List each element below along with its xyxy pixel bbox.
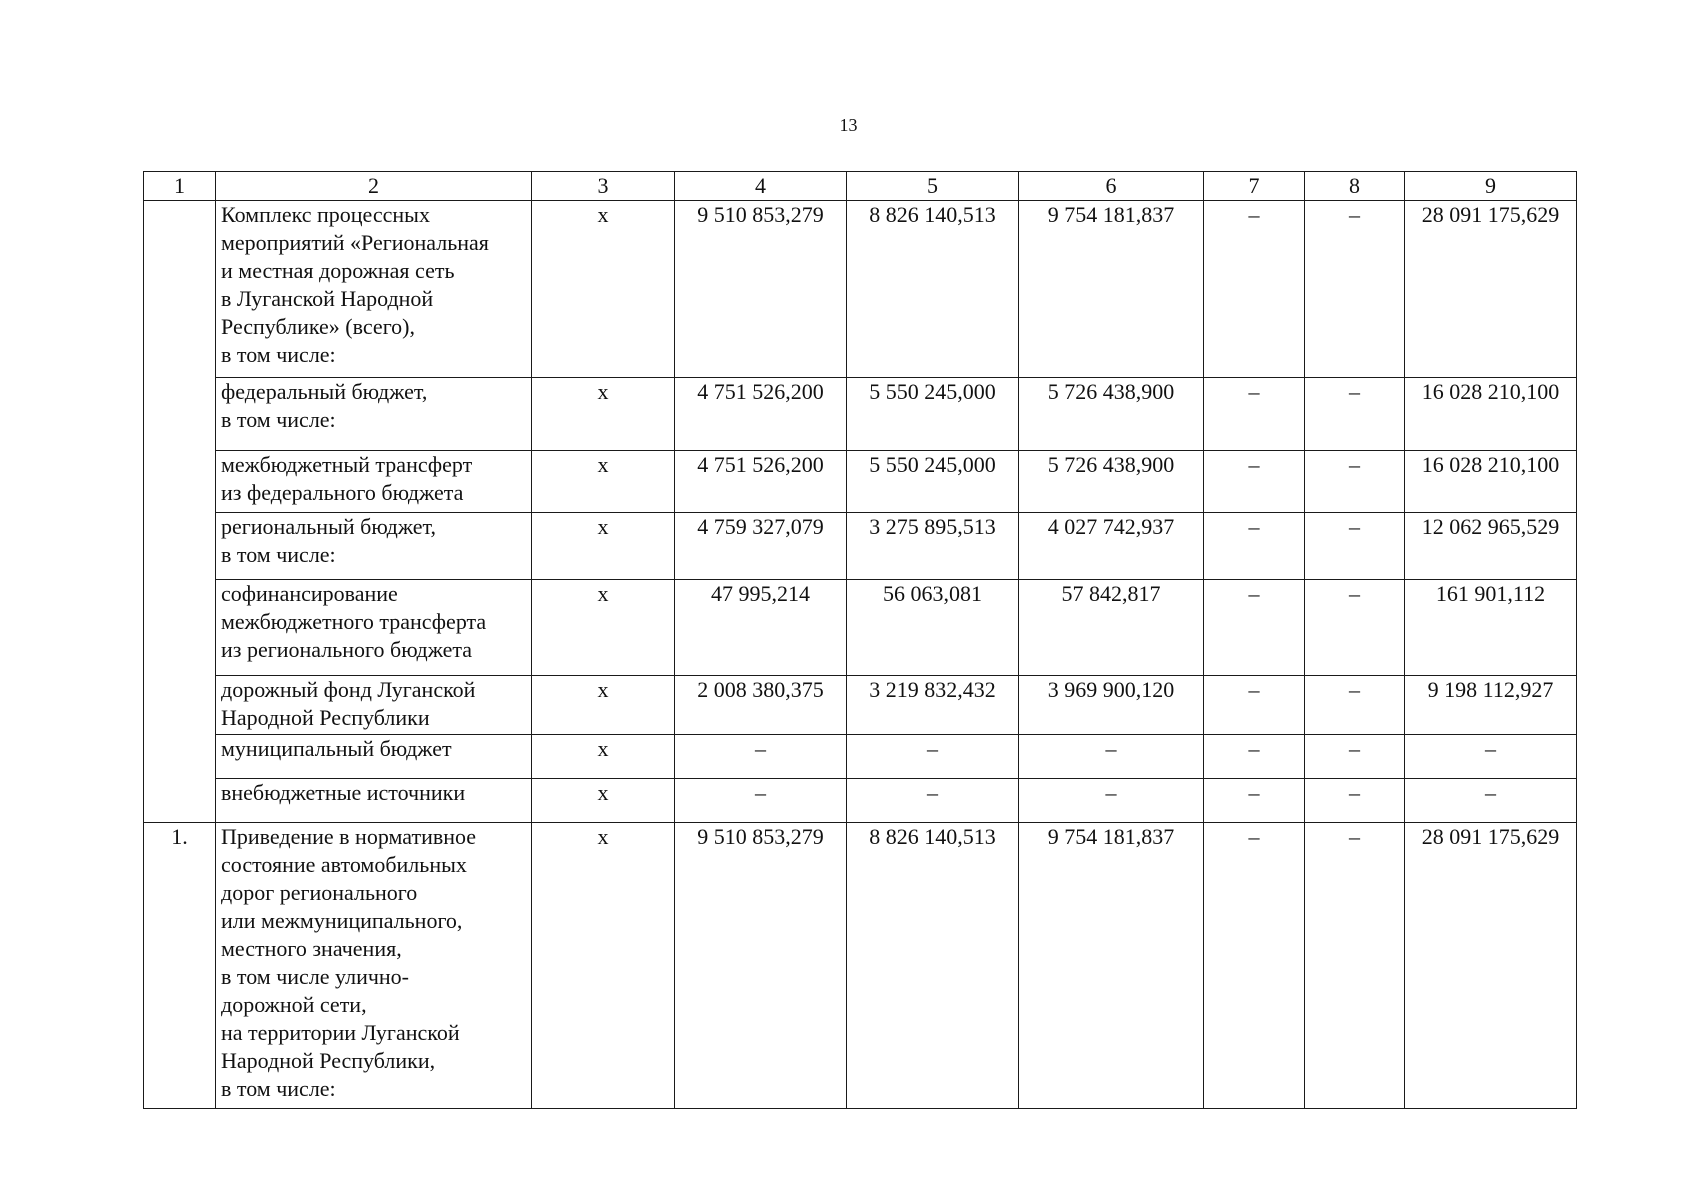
budget-table [143, 171, 1577, 1109]
row-index: 1. [144, 823, 216, 1109]
row-name: софинансирование межбюджетного трансферта из регионального бюджета [216, 580, 532, 676]
cell-col7: – [1204, 580, 1305, 676]
cell-col9: 28 091 175,629 [1405, 823, 1577, 1109]
cell-col7: – [1204, 676, 1305, 735]
column-header: 3 [532, 172, 675, 201]
row-index [144, 201, 216, 378]
cell-col8: – [1305, 378, 1405, 451]
cell-col3: х [532, 201, 675, 378]
cell-col3: х [532, 779, 675, 823]
cell-col5: 8 826 140,513 [847, 201, 1019, 378]
cell-col7: – [1204, 823, 1305, 1109]
cell-col3: х [532, 823, 675, 1109]
row-index [144, 580, 216, 676]
row-name: муниципальный бюджет [216, 735, 532, 779]
cell-col8: – [1305, 201, 1405, 378]
cell-col7: – [1204, 779, 1305, 823]
row-name: Приведение в нормативное состояние автомобильных дорог регионального или межмуниципального, местного значения, в том числе улично- дорожной сети, на территории Луганской Народной Республики, в том числе: [216, 823, 532, 1109]
cell-col6: 3 969 900,120 [1019, 676, 1204, 735]
cell-col6: – [1019, 779, 1204, 823]
cell-col5: – [847, 735, 1019, 779]
cell-col6: 57 842,817 [1019, 580, 1204, 676]
cell-col6: 5 726 438,900 [1019, 378, 1204, 451]
cell-col4: 9 510 853,279 [675, 201, 847, 378]
table-row [144, 513, 1577, 580]
cell-col4: – [675, 735, 847, 779]
table-row [144, 676, 1577, 735]
row-index [144, 378, 216, 451]
page-number: 13 [839, 115, 858, 135]
cell-col9: 9 198 112,927 [1405, 676, 1577, 735]
row-name: Комплекс процессных мероприятий «Региональная и местная дорожная сеть в Луганской Народной Республике» (всего), в том числе: [216, 201, 532, 378]
row-name: федеральный бюджет, в том числе: [216, 378, 532, 451]
cell-col5: 5 550 245,000 [847, 378, 1019, 451]
cell-col4: 47 995,214 [675, 580, 847, 676]
cell-col6: 4 027 742,937 [1019, 513, 1204, 580]
cell-col6: 9 754 181,837 [1019, 823, 1204, 1109]
table-row [144, 823, 1577, 1109]
cell-col5: 56 063,081 [847, 580, 1019, 676]
column-header: 5 [847, 172, 1019, 201]
table-row [144, 451, 1577, 513]
cell-col8: – [1305, 779, 1405, 823]
cell-col8: – [1305, 451, 1405, 513]
cell-col4: 9 510 853,279 [675, 823, 847, 1109]
cell-col4: 4 751 526,200 [675, 378, 847, 451]
cell-col5: 3 219 832,432 [847, 676, 1019, 735]
cell-col9: 16 028 210,100 [1405, 451, 1577, 513]
column-header: 9 [1405, 172, 1577, 201]
cell-col7: – [1204, 513, 1305, 580]
cell-col9: – [1405, 779, 1577, 823]
cell-col5: 8 826 140,513 [847, 823, 1019, 1109]
cell-col3: х [532, 676, 675, 735]
row-index [144, 513, 216, 580]
cell-col8: – [1305, 823, 1405, 1109]
cell-col9: 161 901,112 [1405, 580, 1577, 676]
cell-col9: 12 062 965,529 [1405, 513, 1577, 580]
cell-col5: 3 275 895,513 [847, 513, 1019, 580]
row-index [144, 451, 216, 513]
cell-col3: х [532, 580, 675, 676]
row-index [144, 779, 216, 823]
cell-col3: х [532, 378, 675, 451]
table-row [144, 378, 1577, 451]
cell-col4: 4 759 327,079 [675, 513, 847, 580]
cell-col9: 28 091 175,629 [1405, 201, 1577, 378]
cell-col3: х [532, 513, 675, 580]
table-header-row [144, 172, 1577, 201]
cell-col4: – [675, 779, 847, 823]
cell-col4: 4 751 526,200 [675, 451, 847, 513]
cell-col9: – [1405, 735, 1577, 779]
cell-col7: – [1204, 201, 1305, 378]
row-index [144, 676, 216, 735]
cell-col7: – [1204, 451, 1305, 513]
table-row [144, 580, 1577, 676]
cell-col8: – [1305, 735, 1405, 779]
cell-col8: – [1305, 580, 1405, 676]
cell-col7: – [1204, 735, 1305, 779]
cell-col5: 5 550 245,000 [847, 451, 1019, 513]
column-header: 8 [1305, 172, 1405, 201]
table-row [144, 779, 1577, 823]
row-name: межбюджетный трансферт из федерального бюджета [216, 451, 532, 513]
table-row [144, 201, 1577, 378]
cell-col8: – [1305, 513, 1405, 580]
column-header: 6 [1019, 172, 1204, 201]
row-name: региональный бюджет, в том числе: [216, 513, 532, 580]
column-header: 2 [216, 172, 532, 201]
cell-col9: 16 028 210,100 [1405, 378, 1577, 451]
cell-col5: – [847, 779, 1019, 823]
cell-col3: х [532, 451, 675, 513]
cell-col4: 2 008 380,375 [675, 676, 847, 735]
row-name: внебюджетные источники [216, 779, 532, 823]
row-index [144, 735, 216, 779]
cell-col8: – [1305, 676, 1405, 735]
table-row [144, 735, 1577, 779]
column-header: 1 [144, 172, 216, 201]
column-header: 4 [675, 172, 847, 201]
cell-col6: 9 754 181,837 [1019, 201, 1204, 378]
cell-col7: – [1204, 378, 1305, 451]
row-name: дорожный фонд Луганской Народной Республики [216, 676, 532, 735]
column-header: 7 [1204, 172, 1305, 201]
cell-col6: 5 726 438,900 [1019, 451, 1204, 513]
cell-col6: – [1019, 735, 1204, 779]
cell-col3: х [532, 735, 675, 779]
